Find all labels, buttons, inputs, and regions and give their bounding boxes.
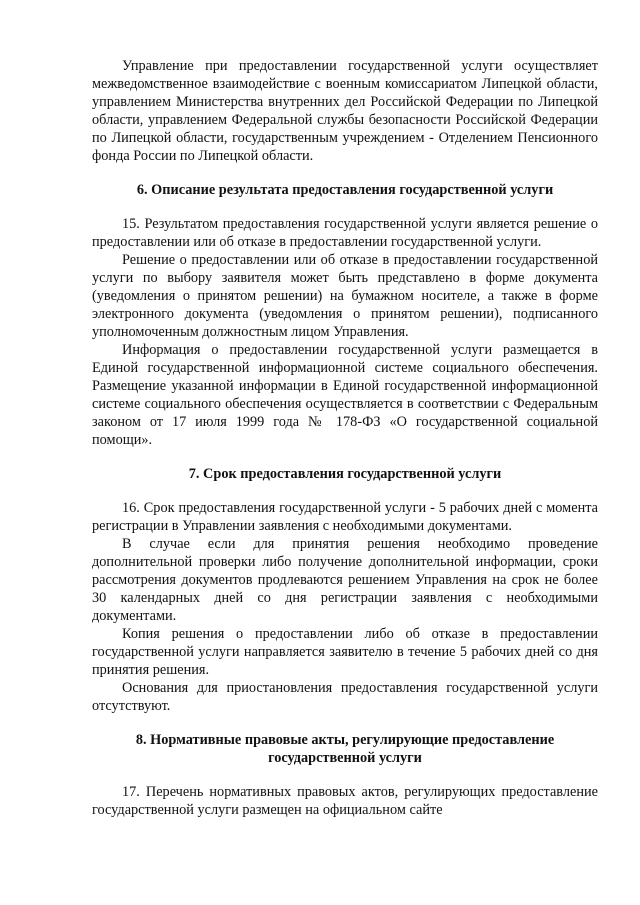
section-7-paragraph-4: Основания для приостановления предоставления государственной услуги отсутствуют. xyxy=(92,680,598,714)
section-7-paragraph-2: В случае если для принятия решения необходимо проведение дополнительной проверки либо получение дополнительной информации, сроки рассмотрения документов продлеваются решением Управления на срок не более 30 календарных дней со дня регистрации заявления с необходимыми документами. xyxy=(92,536,598,624)
section-6-paragraph-3: Информация о предоставлении государственной услуги размещается в Единой государственной информационной системе социального обеспечения. Размещение указанной информации в Единой государственной информационной системе социального обеспечения осуществляется в соответствии с Федеральным законом от 17 июля 1999 года № 178-ФЗ «О государственной социальной помощи». xyxy=(92,342,598,448)
section-7-heading: 7. Срок предоставления государственной услуги xyxy=(188,466,502,482)
section-8-heading-line-2: государственной услуги xyxy=(268,750,422,766)
section-7-paragraph-3: Копия решения о предоставлении либо об отказе в предоставлении государственной услуги направляется заявителю в течение 5 рабочих дней со дня принятия решения. xyxy=(92,626,598,678)
intro-paragraph: Управление при предоставлении государственной услуги осуществляет межведомственное взаимодействие с военным комиссариатом Липецкой области, управлением Министерства внутренних дел Российской Федерации по Липецкой области, управлением Федеральной службы безопасности Российской Федерации по Липецкой области, государственным учреждением - Отделением Пенсионного фонда России по Липецкой области. xyxy=(92,58,598,164)
section-6-paragraph-1: 15. Результатом предоставления государственной услуги является решение о предоставлении или об отказе в предоставлении государственной услуги. xyxy=(92,216,598,250)
section-8-heading-line-1: 8. Нормативные правовые акты, регулирующие предоставление xyxy=(135,732,555,748)
section-6-paragraph-2: Решение о предоставлении или об отказе в предоставлении государственной услуги по выбору заявителя может быть представлено в форме документа (уведомления о принятом решении) на бумажном носителе, а также в форме электронного документа (уведомления о принятом решении), подписанного уполномоченным должностным лицом Управления. xyxy=(92,252,598,340)
section-8-heading xyxy=(92,731,598,767)
section-7-paragraph-1: 16. Срок предоставления государственной услуги - 5 рабочих дней с момента регистрации в Управлении заявления с необходимыми документами. xyxy=(92,500,598,534)
section-8-paragraph-1: 17. Перечень нормативных правовых актов, регулирующих предоставление государственной услуги размещен на официальном сайте xyxy=(92,784,598,818)
section-6-heading: 6. Описание результата предоставления государственной услуги xyxy=(136,182,554,198)
